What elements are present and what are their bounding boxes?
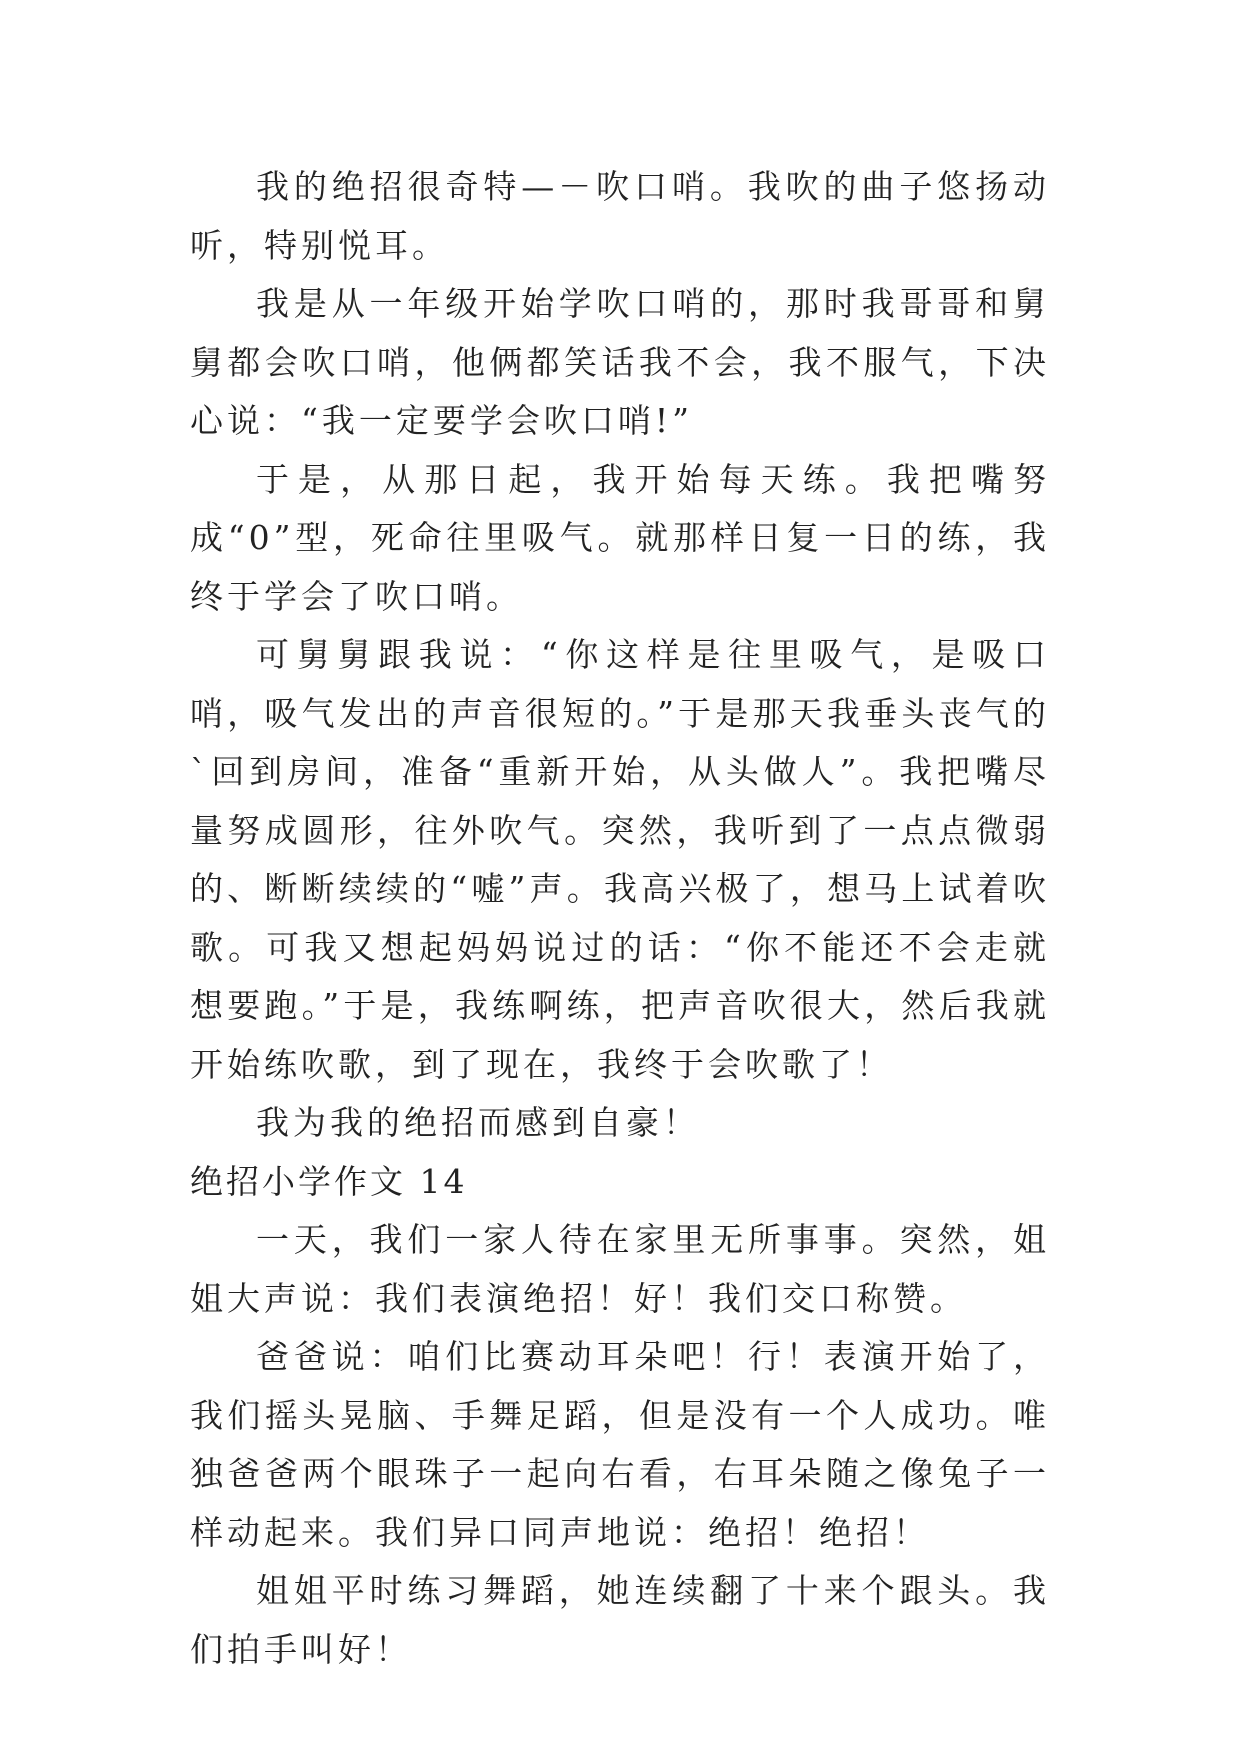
paragraph: 姐姐平时练习舞蹈，她连续翻了十来个跟头。我们拍手叫好！ xyxy=(190,1571,1050,1669)
paragraph: 可舅舅跟我说：“你这样是往里吸气，是吸口哨，吸气发出的声音很短的。”于是那天我垂头丧气的`回到房间，准备“重新开始，从头做人”。我把嘴尽量努成圆形，往外吹气。突然，我听到了一点点微弱的、断断续续的“嘘”声。我高兴极了，想马上试着吹歌。可我又想起妈妈说过的话：“你不能还不会走就想要跑。”于是，我练啊练，把声音吹很大，然后我就开始练吹歌，到了现在，我终于会吹歌了！ xyxy=(190,635,1050,1084)
paragraph: 我的绝招很奇特—－吹口哨。我吹的曲子悠扬动听，特别悦耳。 xyxy=(190,167,1050,265)
paragraph: 于是，从那日起，我开始每天练。我把嘴努成“0”型，死命往里吸气。就那样日复一日的练，我终于学会了吹口哨。 xyxy=(190,459,1050,616)
paragraph: 一天，我们一家人待在家里无所事事。突然，姐姐大声说：我们表演绝招！好！我们交口称赞。 xyxy=(190,1220,1050,1318)
paragraph: 爸爸说：咱们比赛动耳朵吧！行！表演开始了，我们摇头晃脑、手舞足蹈，但是没有一个人成功。唯独爸爸两个眼珠子一起向右看，右耳朵随之像兔子一样动起来。我们异口同声地说：绝招！绝招！ xyxy=(190,1337,1050,1552)
section-title: 绝招小学作文 14 xyxy=(190,1161,468,1201)
paragraph: 我是从一年级开始学吹口哨的，那时我哥哥和舅舅都会吹口哨，他俩都笑话我不会，我不服气，下决心说：“我一定要学会吹口哨!” xyxy=(190,284,1050,440)
paragraph: 我为我的绝招而感到自豪！ xyxy=(256,1103,700,1142)
document-body xyxy=(190,158,1050,1679)
